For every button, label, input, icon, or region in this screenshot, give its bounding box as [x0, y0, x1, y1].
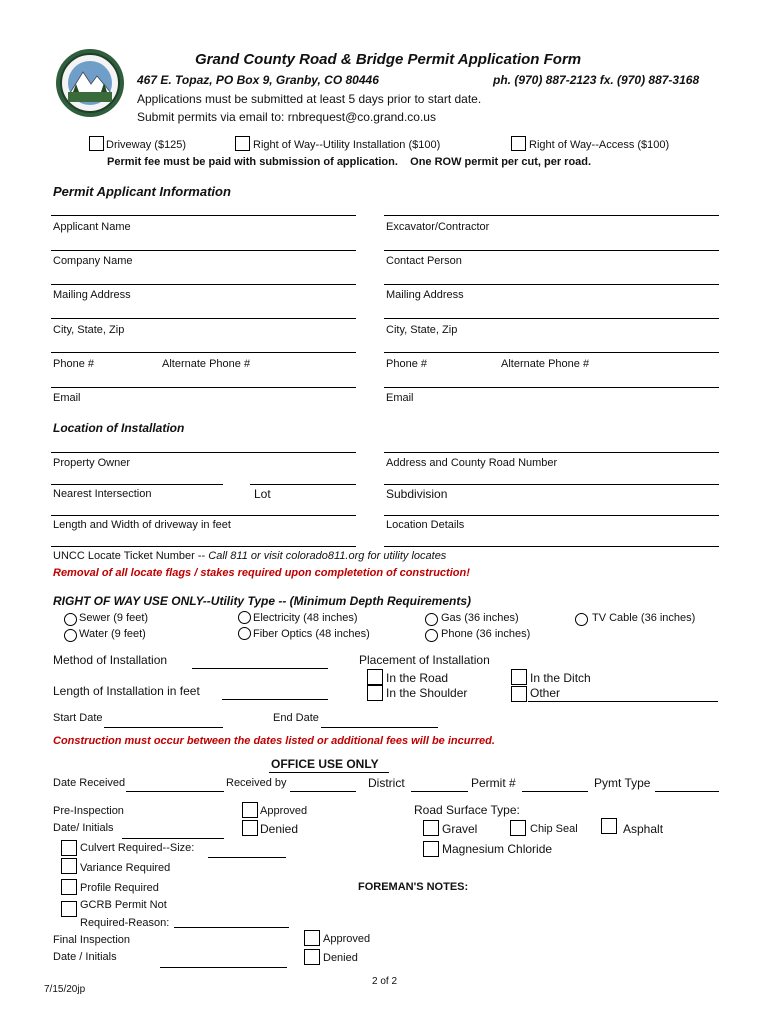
- applicant-email-field[interactable]: Email: [53, 392, 81, 404]
- divider: [51, 515, 356, 516]
- pre-denied-label: Denied: [260, 822, 299, 836]
- applicant-city-field[interactable]: City, State, Zip: [53, 324, 125, 336]
- permit-number-label: Permit #: [471, 776, 516, 790]
- address-road-field[interactable]: Address and County Road Number: [386, 457, 558, 469]
- divider: [51, 387, 356, 388]
- divider: [51, 484, 223, 485]
- pre-denied-checkbox[interactable]: [242, 820, 258, 836]
- culvert-size-field[interactable]: [208, 857, 286, 858]
- divider: [51, 318, 356, 319]
- electricity-label: Electricity (48 inches): [253, 612, 358, 624]
- divider: [269, 772, 389, 773]
- date-received-label: Date Received: [53, 777, 126, 789]
- nearest-intersection-field[interactable]: Nearest Intersection: [53, 488, 152, 500]
- gcrb-reason-label: Required-Reason:: [80, 917, 170, 929]
- end-date-field[interactable]: [321, 727, 438, 728]
- company-name-field[interactable]: Company Name: [53, 255, 133, 267]
- revision-code: 7/15/20jp: [44, 984, 86, 995]
- culvert-checkbox[interactable]: [61, 840, 77, 856]
- profile-checkbox[interactable]: [61, 879, 77, 895]
- pre-inspection-label: Pre-Inspection: [53, 805, 124, 817]
- method-installation-field[interactable]: [192, 668, 328, 669]
- start-date-field[interactable]: [104, 727, 223, 728]
- final-denied-checkbox[interactable]: [304, 949, 320, 965]
- divider: [384, 318, 719, 319]
- contractor-alt-phone-field[interactable]: Alternate Phone #: [501, 358, 590, 370]
- applicant-section-heading: Permit Applicant Information: [53, 184, 231, 199]
- pre-approved-checkbox[interactable]: [242, 802, 258, 818]
- pre-inspection-field[interactable]: [122, 838, 224, 839]
- sewer-label: Sewer (9 feet): [79, 612, 149, 624]
- district-field[interactable]: [411, 791, 468, 792]
- contractor-city-field[interactable]: City, State, Zip: [386, 324, 458, 336]
- pymt-type-field[interactable]: [655, 791, 719, 792]
- divider: [384, 250, 719, 251]
- divider: [384, 452, 719, 453]
- lot-field[interactable]: Lot: [254, 487, 271, 501]
- chip-seal-label: Chip Seal: [530, 823, 578, 835]
- variance-checkbox[interactable]: [61, 858, 77, 874]
- uncc-ticket-field[interactable]: [53, 550, 446, 562]
- contractor-mailing-field[interactable]: Mailing Address: [386, 289, 464, 301]
- district-label: District: [368, 776, 405, 790]
- length-installation-label: Length of Installation in feet: [53, 684, 200, 698]
- received-by-field[interactable]: [290, 791, 356, 792]
- magnesium-checkbox[interactable]: [423, 841, 439, 857]
- pymt-type-label: Pymt Type: [594, 776, 651, 790]
- divider: [384, 352, 719, 353]
- placement-label: Placement of Installation: [359, 653, 490, 667]
- water-radio[interactable]: [64, 629, 77, 642]
- chip-seal-checkbox[interactable]: [510, 820, 526, 836]
- gcrb-reason-field[interactable]: [174, 927, 289, 928]
- applicant-phone-field[interactable]: Phone #: [53, 358, 94, 370]
- gcrb-checkbox[interactable]: [61, 901, 77, 917]
- divider: [51, 452, 356, 453]
- county-seal-logo: [55, 48, 125, 118]
- tv-cable-label: TV Cable (36 inches): [592, 612, 696, 624]
- driveway-checkbox[interactable]: [89, 136, 104, 151]
- divider: [384, 387, 719, 388]
- divider: [384, 484, 719, 485]
- row-access-checkbox[interactable]: [511, 136, 526, 151]
- final-denied-label: Denied: [323, 952, 358, 964]
- county-phone-fax: ph. (970) 887-2123 fx. (970) 887-3168: [493, 73, 700, 87]
- divider: [384, 515, 719, 516]
- location-section-heading: Location of Installation: [53, 421, 185, 435]
- method-installation-label: Method of Installation: [53, 653, 168, 667]
- applicant-name-field[interactable]: Applicant Name: [53, 221, 131, 233]
- county-address: 467 E. Topaz, PO Box 9, Granby, CO 80446: [137, 73, 379, 87]
- in-shoulder-label: In the Shoulder: [386, 686, 468, 700]
- divider: [51, 352, 356, 353]
- phone-label: Phone (36 inches): [441, 628, 531, 640]
- applicant-mailing-field[interactable]: Mailing Address: [53, 289, 131, 301]
- fiber-optics-radio[interactable]: [238, 627, 251, 640]
- tv-cable-radio[interactable]: [575, 613, 588, 626]
- row-section-heading: RIGHT OF WAY USE ONLY--Utility Type -- (Minimum Depth Requirements): [53, 594, 472, 608]
- contractor-email-field[interactable]: Email: [386, 392, 414, 404]
- submission-notice: Applications must be submitted at least 5 days prior to start date.: [137, 92, 482, 106]
- final-date-initials-label: Date / Initials: [53, 951, 117, 963]
- divider: [51, 250, 356, 251]
- asphalt-checkbox[interactable]: [601, 818, 617, 834]
- dates-note: Construction must occur between the dates listed or additional fees will be incurred.: [53, 735, 495, 747]
- final-inspection-field[interactable]: [160, 967, 287, 968]
- excavator-field[interactable]: Excavator/Contractor: [386, 221, 490, 233]
- road-surface-label: Road Surface Type:: [414, 803, 520, 817]
- page-number: 2 of 2: [372, 976, 398, 987]
- in-road-checkbox[interactable]: [367, 669, 383, 685]
- electricity-radio[interactable]: [238, 611, 251, 624]
- office-section-heading: OFFICE USE ONLY: [271, 757, 379, 771]
- final-inspection-label: Final Inspection: [53, 934, 131, 946]
- gcrb-label: GCRB Permit Not: [80, 899, 167, 911]
- gravel-label: Gravel: [442, 822, 478, 836]
- uncc-label: UNCC Locate Ticket Number --: [53, 550, 209, 562]
- divider: [384, 546, 719, 547]
- date-initials-label: Date/ Initials: [53, 822, 114, 834]
- location-details-field[interactable]: Location Details: [386, 519, 465, 531]
- uncc-instruction: Call 811 or visit colorado811.org for utility locates: [208, 550, 447, 562]
- subdivision-field[interactable]: Subdivision: [386, 487, 448, 501]
- phone-radio[interactable]: [425, 629, 438, 642]
- form-title: Grand County Road & Bridge Permit Application Form: [195, 51, 582, 68]
- permit-number-field[interactable]: [522, 791, 588, 792]
- divider: [384, 284, 719, 285]
- water-label: Water (9 feet): [79, 628, 146, 640]
- property-owner-field[interactable]: Property Owner: [53, 457, 131, 469]
- length-installation-field[interactable]: [222, 699, 328, 700]
- gas-label: Gas (36 inches): [441, 612, 519, 624]
- divider: [250, 484, 356, 485]
- final-approved-checkbox[interactable]: [304, 930, 320, 946]
- asphalt-label: Asphalt: [623, 822, 664, 836]
- fiber-optics-label: Fiber Optics (48 inches): [253, 628, 370, 640]
- magnesium-label: Magnesium Chloride: [442, 842, 553, 856]
- other-field[interactable]: [528, 701, 718, 702]
- start-date-label: Start Date: [53, 712, 103, 724]
- in-road-label: In the Road: [386, 671, 449, 685]
- driveway-label: Driveway ($125): [106, 139, 187, 151]
- in-ditch-checkbox[interactable]: [511, 669, 527, 685]
- culvert-label: Culvert Required--Size:: [80, 842, 195, 854]
- email-notice: Submit permits via email to: rnbrequest@co.grand.co.us: [137, 110, 436, 124]
- length-width-field[interactable]: Length and Width of driveway in feet: [53, 519, 231, 531]
- contact-person-field[interactable]: Contact Person: [386, 255, 462, 267]
- gravel-checkbox[interactable]: [423, 820, 439, 836]
- in-ditch-label: In the Ditch: [530, 671, 591, 685]
- in-shoulder-checkbox[interactable]: [367, 685, 383, 701]
- fee-note: Permit fee must be paid with submission of application. One ROW permit per cut, per road.: [107, 156, 592, 168]
- divider: [51, 215, 356, 216]
- profile-label: Profile Required: [80, 882, 159, 894]
- gas-radio[interactable]: [425, 613, 438, 626]
- date-received-field[interactable]: [126, 791, 224, 792]
- final-approved-label: Approved: [323, 933, 371, 945]
- received-by-label: Received by: [226, 777, 287, 789]
- end-date-label: End Date: [273, 712, 319, 724]
- other-label: Other: [530, 686, 561, 700]
- pre-approved-label: Approved: [260, 805, 308, 817]
- variance-label: Variance Required: [80, 862, 171, 874]
- divider: [384, 215, 719, 216]
- utility-installation-label: Right of Way--Utility Installation ($100): [253, 139, 441, 151]
- other-checkbox[interactable]: [511, 686, 527, 702]
- sewer-radio[interactable]: [64, 613, 77, 626]
- contractor-phone-field[interactable]: Phone #: [386, 358, 427, 370]
- removal-note: Removal of all locate flags / stakes required upon completetion of construction!: [53, 567, 470, 579]
- utility-installation-checkbox[interactable]: [235, 136, 250, 151]
- divider: [51, 284, 356, 285]
- applicant-alt-phone-field[interactable]: Alternate Phone #: [162, 358, 251, 370]
- divider: [51, 546, 356, 547]
- foreman-notes-label: FOREMAN'S NOTES:: [358, 881, 469, 893]
- row-access-label: Right of Way--Access ($100): [529, 139, 670, 151]
